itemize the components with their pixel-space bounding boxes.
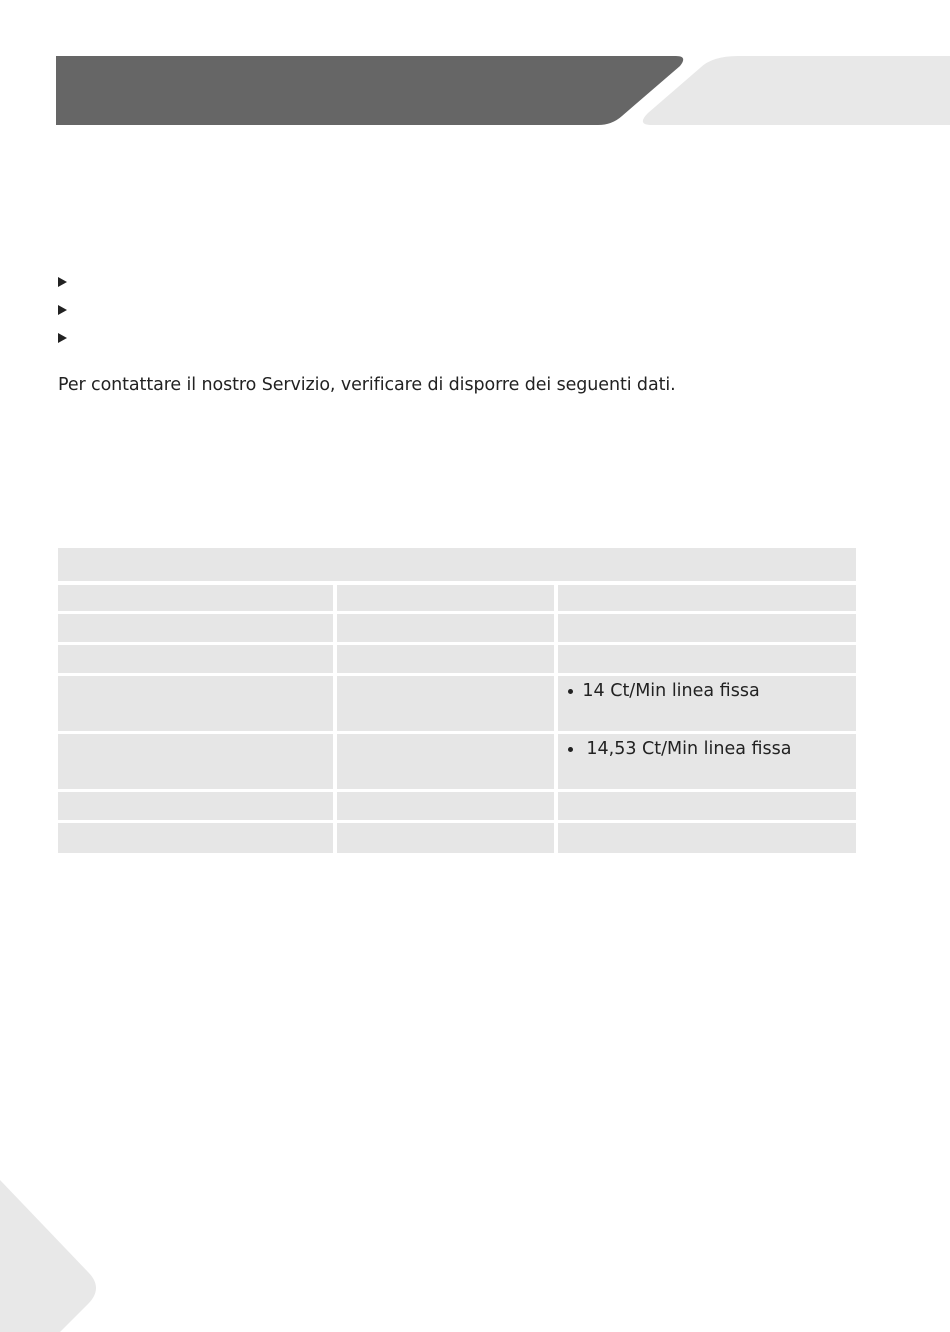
triangle-right-icon	[58, 333, 67, 343]
table-row	[58, 823, 856, 853]
table-cell-rate	[558, 676, 856, 731]
table-cell-rate	[558, 734, 856, 789]
bullet-item	[58, 324, 67, 352]
header-banner	[0, 0, 950, 140]
rate-line	[568, 734, 846, 759]
table-cell-country	[58, 585, 333, 611]
table-cell-rate	[558, 645, 856, 673]
table-cell-phone	[337, 734, 555, 789]
header-tab	[643, 56, 950, 125]
table-row	[58, 734, 856, 789]
table-cell-phone	[337, 676, 555, 731]
intro-text: Per contattare il nostro Servizio, verificare di disporre dei seguenti dati.	[58, 375, 676, 395]
table-cell-rate	[558, 614, 856, 642]
table-cell-country	[58, 614, 333, 642]
table-cell-phone	[337, 792, 555, 820]
table-header	[58, 548, 856, 581]
table-row	[58, 585, 856, 611]
contact-table	[58, 548, 856, 856]
triangle-right-icon	[58, 305, 67, 315]
table-cell-country	[58, 792, 333, 820]
table-cell-rate	[558, 585, 856, 611]
table-cell-country	[58, 676, 333, 731]
table-row	[58, 645, 856, 673]
table-cell-rate	[558, 792, 856, 820]
bullet-item	[58, 268, 67, 296]
rate-line	[568, 676, 846, 701]
bullet-dot-icon	[568, 689, 573, 694]
bullet-dot-icon	[568, 747, 573, 752]
triangle-right-icon	[58, 277, 67, 287]
table-cell-phone	[337, 585, 555, 611]
table-cell-phone	[337, 645, 555, 673]
rate-text: 14,53 Ct/Min linea fissa	[586, 739, 792, 759]
table-cell-phone	[337, 823, 555, 853]
bullet-list	[58, 268, 67, 352]
table-row	[58, 792, 856, 820]
corner-decoration	[0, 1180, 110, 1332]
bullet-item	[58, 296, 67, 324]
table-cell-country	[58, 645, 333, 673]
table-cell-phone	[337, 614, 555, 642]
table-cell-rate	[558, 823, 856, 853]
corner-shape	[0, 1180, 96, 1332]
table-cell-country	[58, 734, 333, 789]
table-cell-country	[58, 823, 333, 853]
table-row	[58, 676, 856, 731]
header-bar	[56, 56, 683, 125]
rate-text: 14 Ct/Min linea fissa	[582, 681, 760, 701]
table-row	[58, 614, 856, 642]
